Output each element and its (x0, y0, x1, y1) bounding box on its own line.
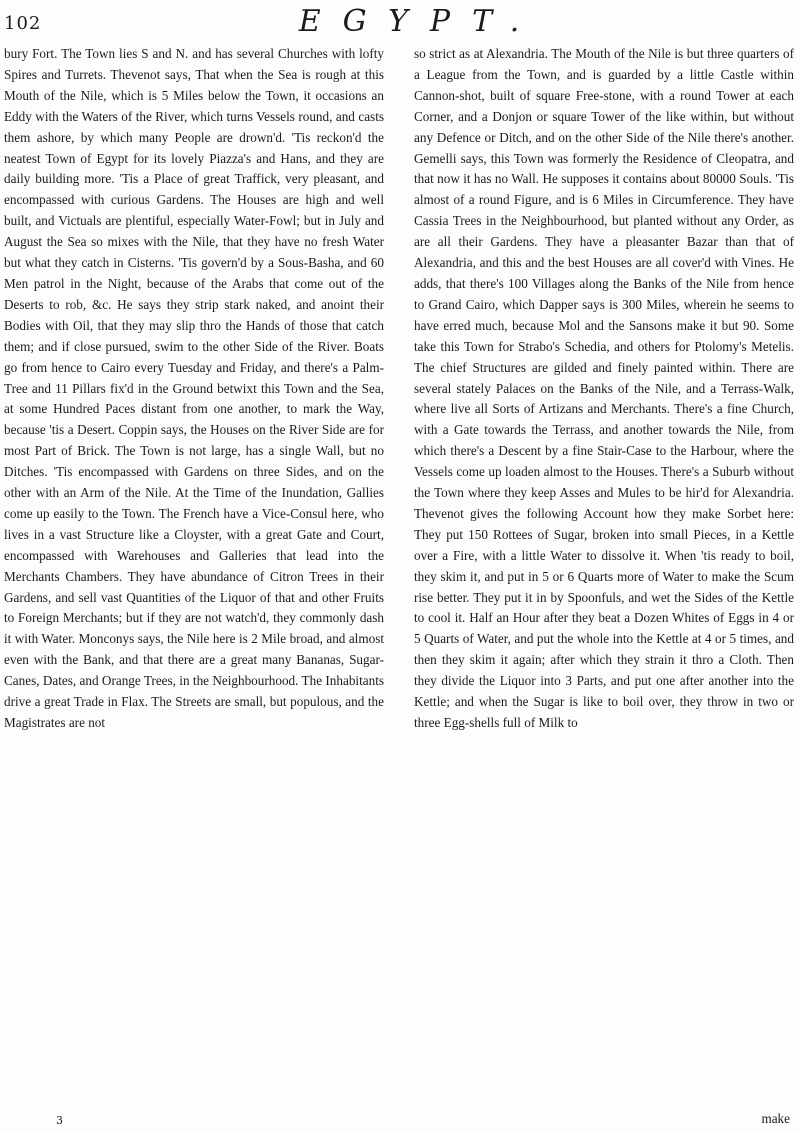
page-number: 102 (4, 13, 42, 34)
page-header (0, 4, 800, 40)
right-column (414, 44, 794, 734)
catchword: make (761, 1111, 790, 1126)
running-head: EGYPT. (298, 4, 542, 39)
right-column-text: so strict as at Alexandria. The Mouth of the Nile is but three quarters of a League from the Town, and is guarded by a little Castle within Cannon-shot, built of square Free-stone, with a round Tower at each Corner, and a Donjon or square Tower of the like within, but without any Defence or Ditch, and on the other Side of the Nile there's another. Gemelli says, this Town was formerly the Residence of Cleopatra, and that now it has no Wall. He supposes it contains about 80000 Souls. 'Tis almost of a round Figure, and is 6 Miles in Circumference. They have Cassia Trees in the Neighbourhood, but planted without any Order, as are all their Gardens. They have a pleasanter Bazar than that of Alexandria, and this and the best Houses are all cover'd with Vines. He adds, that there's 100 Villages along the Banks of the Nile from hence to Grand Cairo, which Dapper says is 300 Miles, wherein he seems to have erred much, because Mol and the Sansons make it but 90. Some take this Town for Strabo's Schedia, and others for Ptolomy's Metelis. The chief Structures are gilded and finely painted within. There are several stately Palaces on the Banks of the Nile, and a Terrass-Walk, where live all Sorts of Artizans and Merchants. There's a fine Church, with a Gate towards the Terrass, and another towards the Nile, from which there's a Descent by a fine Stair-Case to the Harbour, where the Vessels come up loaden almost to the Houses. There's a Suburb without the Town where they keep Asses and Mules to be hir'd for Alexandria. Thevenot gives the following Account how they make Sorbet here: They put 150 Rottees of Sugar, broken into small Pieces, in a Kettle over a Fire, with a little Water to dissolve it. When 'tis ready to boil, they skim it, and put in 5 or 6 Quarts more of Water to make the Scum rise better. They put it in by Spoonfuls, and wet the Sides of the Kettle to cool it. Half an Hour after they beat a Dozen Whites of Eggs in 4 or 5 Quarts of Water, and put the whole into the Kettle at 4 or 5 times, and then they skim it again; after which they strain it thro a Cloth. Then they divide the Liquor into 3 Parts, and put one after another into the Kettle; and when the Sugar is like to boil over, they throw in two or three Egg-shells full of Milk to (414, 46, 794, 730)
left-column-text: bury Fort. The Town lies S and N. and has several Churches with lofty Spires and Turrets. Thevenot says, That when the Sea is rough at this Mouth of the Nile, which is 5 Miles below the Town, it occasions an Eddy with the Waters of the River, which turns Vessels round, and casts them ashore, by which many People are drown'd. 'Tis reckon'd the neatest Town of Egypt for its lovely Piazza's and Hans, and they are daily building more. 'Tis a Place of great Traffick, very pleasant, and encompassed with curious Gardens. The Houses are high and well built, and Victuals are plentiful, especially Water-Fowl; but in July and August the Sea so mixes with the Nile, that they have no fresh Water but what they catch in Cisterns. 'Tis govern'd by a Sous-Basha, and 60 Men patrol in the Night, because of the Arabs that come out of the Deserts to rob, &c. He says they strip stark naked, and anoint their Bodies with Oil, that they may slip thro the Hands of those that catch them; and if close pursued, swim to the other Side of the River. Boats go from hence to Cairo every Tuesday and Friday, and there's a Palm-Tree and 11 Pillars fix'd in the Ground betwixt this Town and the Sea, at some Hundred Paces distant from one another, to mark the Way, because 'tis a Desert. Coppin says, the Houses on the River Side are for most Part of Brick. The Town is not large, has a single Wall, but no Ditches. 'Tis encompassed with Gardens on three Sides, and on the other with an Arm of the Nile. At the Time of the Inundation, Gallies come up easily to the Town. The French have a Vice-Consul here, who lives in a vast Structure like a Cloyster, with a great Gate and Court, encompassed with Warehouses and Galleries that lead into the Merchants Chambers. They have abundance of Citron Trees in their Gardens, and sell vast Quantities of the Liquor of that and other Fruits to Foreign Merchants; but if they are not watch'd, they commonly dash it with Water. Monconys says, the Nile here is 2 Mile broad, and almost even with the Bank, and that there are a great many Bananas, Sugar-Canes, Dates, and Orange Trees, in the Neighbourhood. The Inhabitants drive a great Trade in Flax. The Streets are small, but populous, and the Magistrates are not (4, 46, 384, 730)
signature-mark: 3 (56, 1114, 63, 1127)
left-column (4, 44, 384, 734)
